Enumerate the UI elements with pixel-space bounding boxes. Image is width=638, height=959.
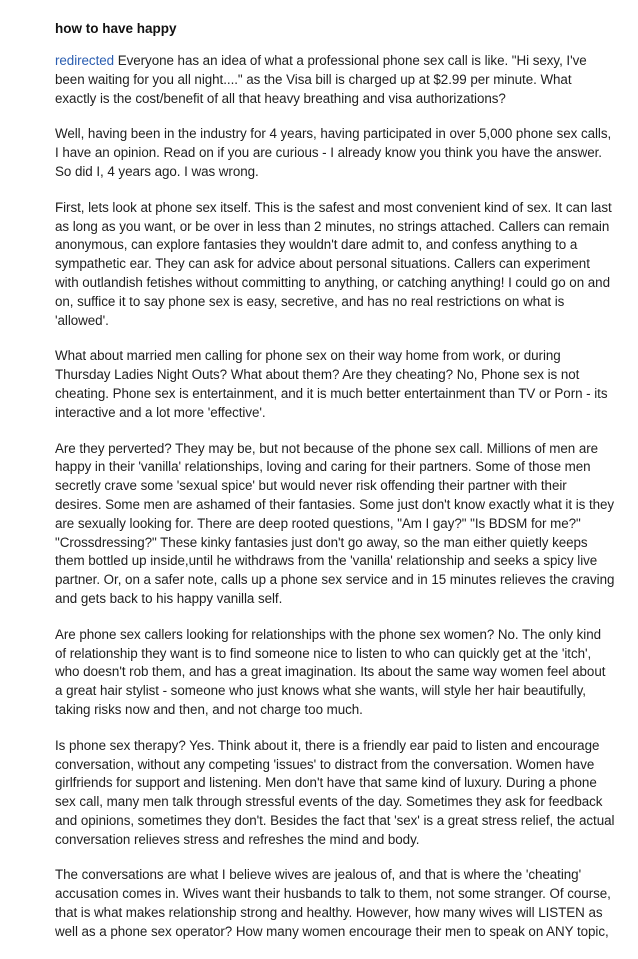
paragraph-6: Are phone sex callers looking for relationships with the phone sex women? No. The only kind of relationship they want is to find someone nice to listen to who can quickly get at the 'itch', who doesn't rob them, and has a great imagination. Its about the same way women feel about a great hair stylist - someone who just knows what she wants, will style her hair beautifully, taking risks now and then, and not charge too much. <box>55 626 606 717</box>
paragraph-3: First, lets look at phone sex itself. This is the safest and most convenient kind of sex. It can last as long as you want, or be over in less than 2 minutes, no strings attached. Callers can remain anonymous, can explore fantasies they wouldn't dare admit to, and confess anything to a sympathetic ear. They can ask for advice about personal situations. Callers can experiment with outlandish fetishes without committing to anything, or catching anything! I could go on and on, suffice it to say phone sex is easy, secretive, and has no real restrictions on what is 'allowed'. <box>55 199 612 328</box>
paragraph-1-text: Everyone has an idea of what a professional phone sex call is like. "Hi sexy, I've been waiting for you all night...." as the Visa bill is charged up at $2.99 per minute. What exactly is the cost/benefit of all that heavy breathing and visa authorizations? <box>55 53 587 106</box>
paragraph-8: The conversations are what I believe wives are jealous of, and that is where the 'cheating' accusation comes in. Wives want their husbands to talk to them, not some stranger. Of course, that is what makes relationship strong and healthy. However, how many wives will LISTEN as well as a phone sex operator? How many women encourage their men to speak on ANY topic, <box>55 867 611 939</box>
document-title: how to have happy <box>55 21 177 36</box>
redirected-link[interactable]: redirected <box>55 53 115 68</box>
paragraph-4: What about married men calling for phone sex on their way home from work, or during Thursday Ladies Night Outs? What about them? Are they cheating? No, Phone sex is not cheating. Phone sex is entertainment, and it is much better entertainment than TV or Porn - its interactive and a lot more 'effective'. <box>55 348 608 420</box>
paragraph-5: Are they perverted? They may be, but not because of the phone sex call. Millions of men are happy in their 'vanilla' relationships, loving and caring for their partners. Some of those men secretly crave some 'sexual spice' but would never risk offending their partner with their desires. Some men are ashamed of their fantasies. Some just don't know exactly what it is they are sexually looking for. There are deep rooted questions, "Am I gay?" "Is BDSM for me?" "Crossdressing?" These kinky fantasies just don't go away, so the man either quietly keeps them bottled up inside,until he withdraws from the 'vanilla' relationship and seeks a spicy live partner. Or, on a safer note, calls up a phone sex service and in 15 minutes relieves the craving and gets back to his happy vanilla self. <box>55 440 615 606</box>
document-page <box>55 20 615 959</box>
paragraph-2: Well, having been in the industry for 4 years, having participated in over 5,000 phone sex calls, I have an opinion. Read on if you are curious - I already know you think you have the answer. So did I, 4 years ago. I was wrong. <box>55 126 612 179</box>
paragraph-1 <box>55 52 615 108</box>
paragraph-7: Is phone sex therapy? Yes. Think about it, there is a friendly ear paid to listen and encourage conversation, without any competing 'issues' to distract from the conversation. Women have girlfriends for support and listening. Men don't have that same kind of luxury. During a phone sex call, many men talk through stressful events of the day. Sometimes they ask for feedback and opinions, sometimes they don't. Besides the fact that 'sex' is a great stress relief, the actual conversation relieves stress and refreshes the mind and body. <box>55 737 615 847</box>
